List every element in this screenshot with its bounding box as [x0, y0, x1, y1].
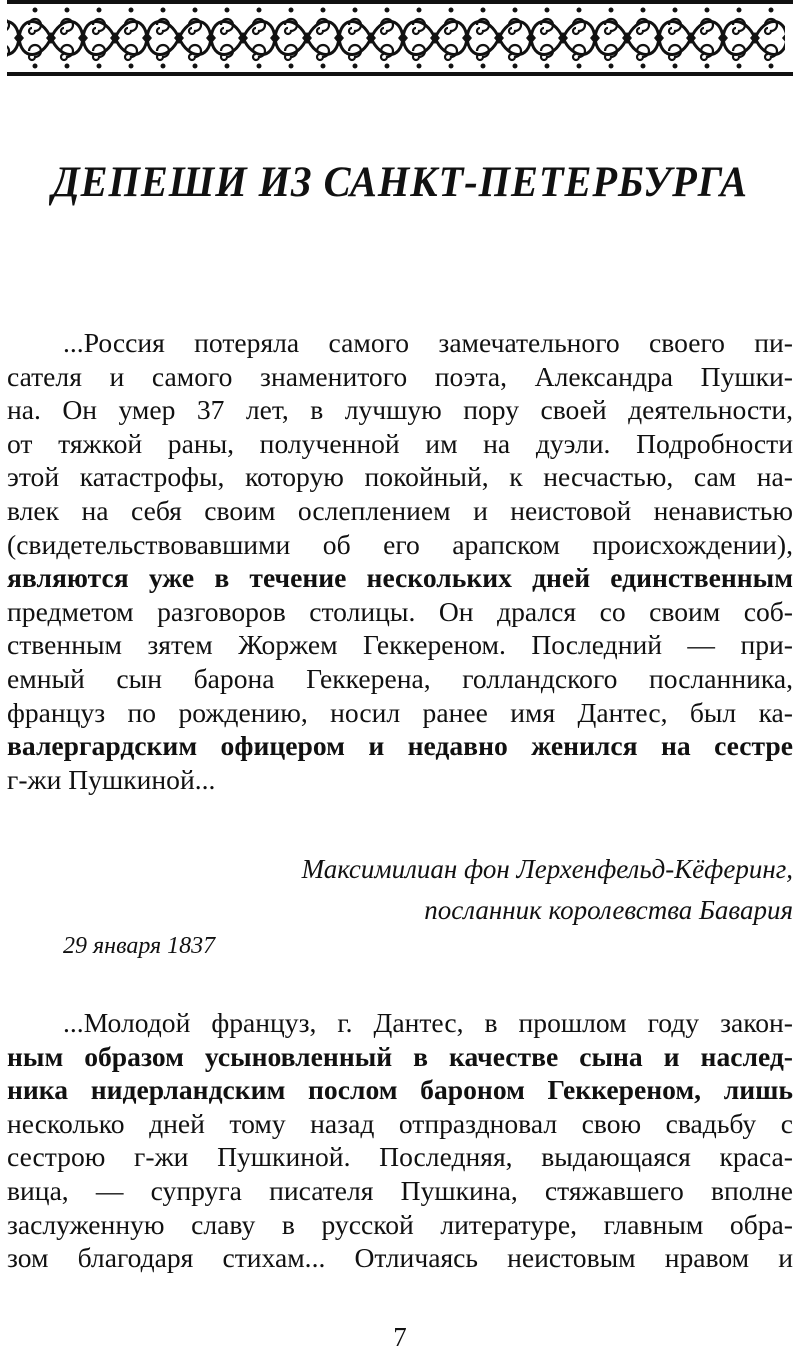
- ornament-motif: [46, 8, 115, 69]
- ornament-motif: [238, 8, 307, 69]
- text-line: зом благодаря стихам... Отличаясь неистовым нравом и: [7, 1242, 793, 1274]
- dispatch-2-text: [7, 1006, 793, 1275]
- ornament-motif: [174, 8, 243, 69]
- ornament-motif: [366, 8, 435, 69]
- text-line: на. Он умер 37 лет, в лучшую пору своей деятельности,: [7, 394, 793, 426]
- ornament-motif: [750, 8, 785, 69]
- text-line: от тяжкой раны, полученной им на дуэли. Подробности: [7, 427, 793, 459]
- text-line: этой катастрофы, которую покойный, к несчастью, сам на-: [7, 461, 793, 493]
- text-line: валергардским офицером и недавно женился на сестре: [7, 730, 793, 762]
- text-line: француз по рождению, носил ранее имя Дантес, был ка-: [7, 696, 793, 728]
- page-number: 7: [393, 1322, 407, 1352]
- ornament-pattern: [7, 4, 785, 72]
- text-line: ...Молодой француз, г. Дантес, в прошлом году закон-: [63, 1007, 793, 1038]
- text-line: ника нидерландским послом бароном Геккереном, лишь: [7, 1074, 793, 1106]
- text-line: (свидетельствовавшими об его арапском происхождении),: [7, 528, 793, 560]
- dispatch-date: 29 января 1837: [63, 933, 216, 959]
- text-line: ственным зятем Жоржем Геккереном. Последний — при-: [7, 629, 793, 661]
- text-line: сателя и самого знаменитого поэта, Александра Пушки-: [7, 360, 793, 392]
- ornament-motif: [622, 8, 691, 69]
- text-line: предметом разговоров столицы. Он дрался со своим соб-: [7, 595, 793, 627]
- ornament-motif: [430, 8, 499, 69]
- signature-title: посланник королевства Бавария: [424, 895, 793, 925]
- text-line: несколько дней тому назад отпраздновал свою свадьбу с: [7, 1107, 793, 1139]
- ornament-motif: [494, 8, 563, 69]
- ornament-motif: [686, 8, 755, 69]
- text-line: ...Россия потеряла самого замечательного своего пи-: [63, 327, 793, 358]
- signature-name: Максимилиан фон Лерхенфельд-Кёферинг,: [301, 854, 793, 884]
- text-line: сестрою г-жи Пушкиной. Последняя, выдающаяся краса-: [7, 1141, 793, 1173]
- dispatch-1-text: [7, 326, 793, 796]
- text-line: заслуженную славу в русской литературе, главным обра-: [7, 1208, 793, 1240]
- text-line: вица, — супруга писателя Пушкина, стяжавшего вполне: [7, 1174, 793, 1206]
- text-line: являются уже в течение нескольких дней единственным: [7, 562, 793, 594]
- text-line: емный сын барона Геккерена, голландского посланника,: [7, 662, 793, 694]
- text-line: г-жи Пушкиной...: [7, 763, 216, 795]
- page-title: ДЕПЕШИ ИЗ САНКТ-ПЕТЕРБУРГА: [52, 159, 748, 206]
- ornamental-header-band: [7, 0, 793, 76]
- text-line: влек на себя своим ослеплением и неистовой ненавистью: [7, 494, 793, 526]
- ornament-motif: [302, 8, 371, 69]
- ornament-motif: [558, 8, 627, 69]
- text-line: ным образом усыновленный в качестве сына и наслед-: [7, 1040, 793, 1072]
- ornament-motif: [110, 8, 179, 69]
- ornament-motif: [7, 8, 51, 69]
